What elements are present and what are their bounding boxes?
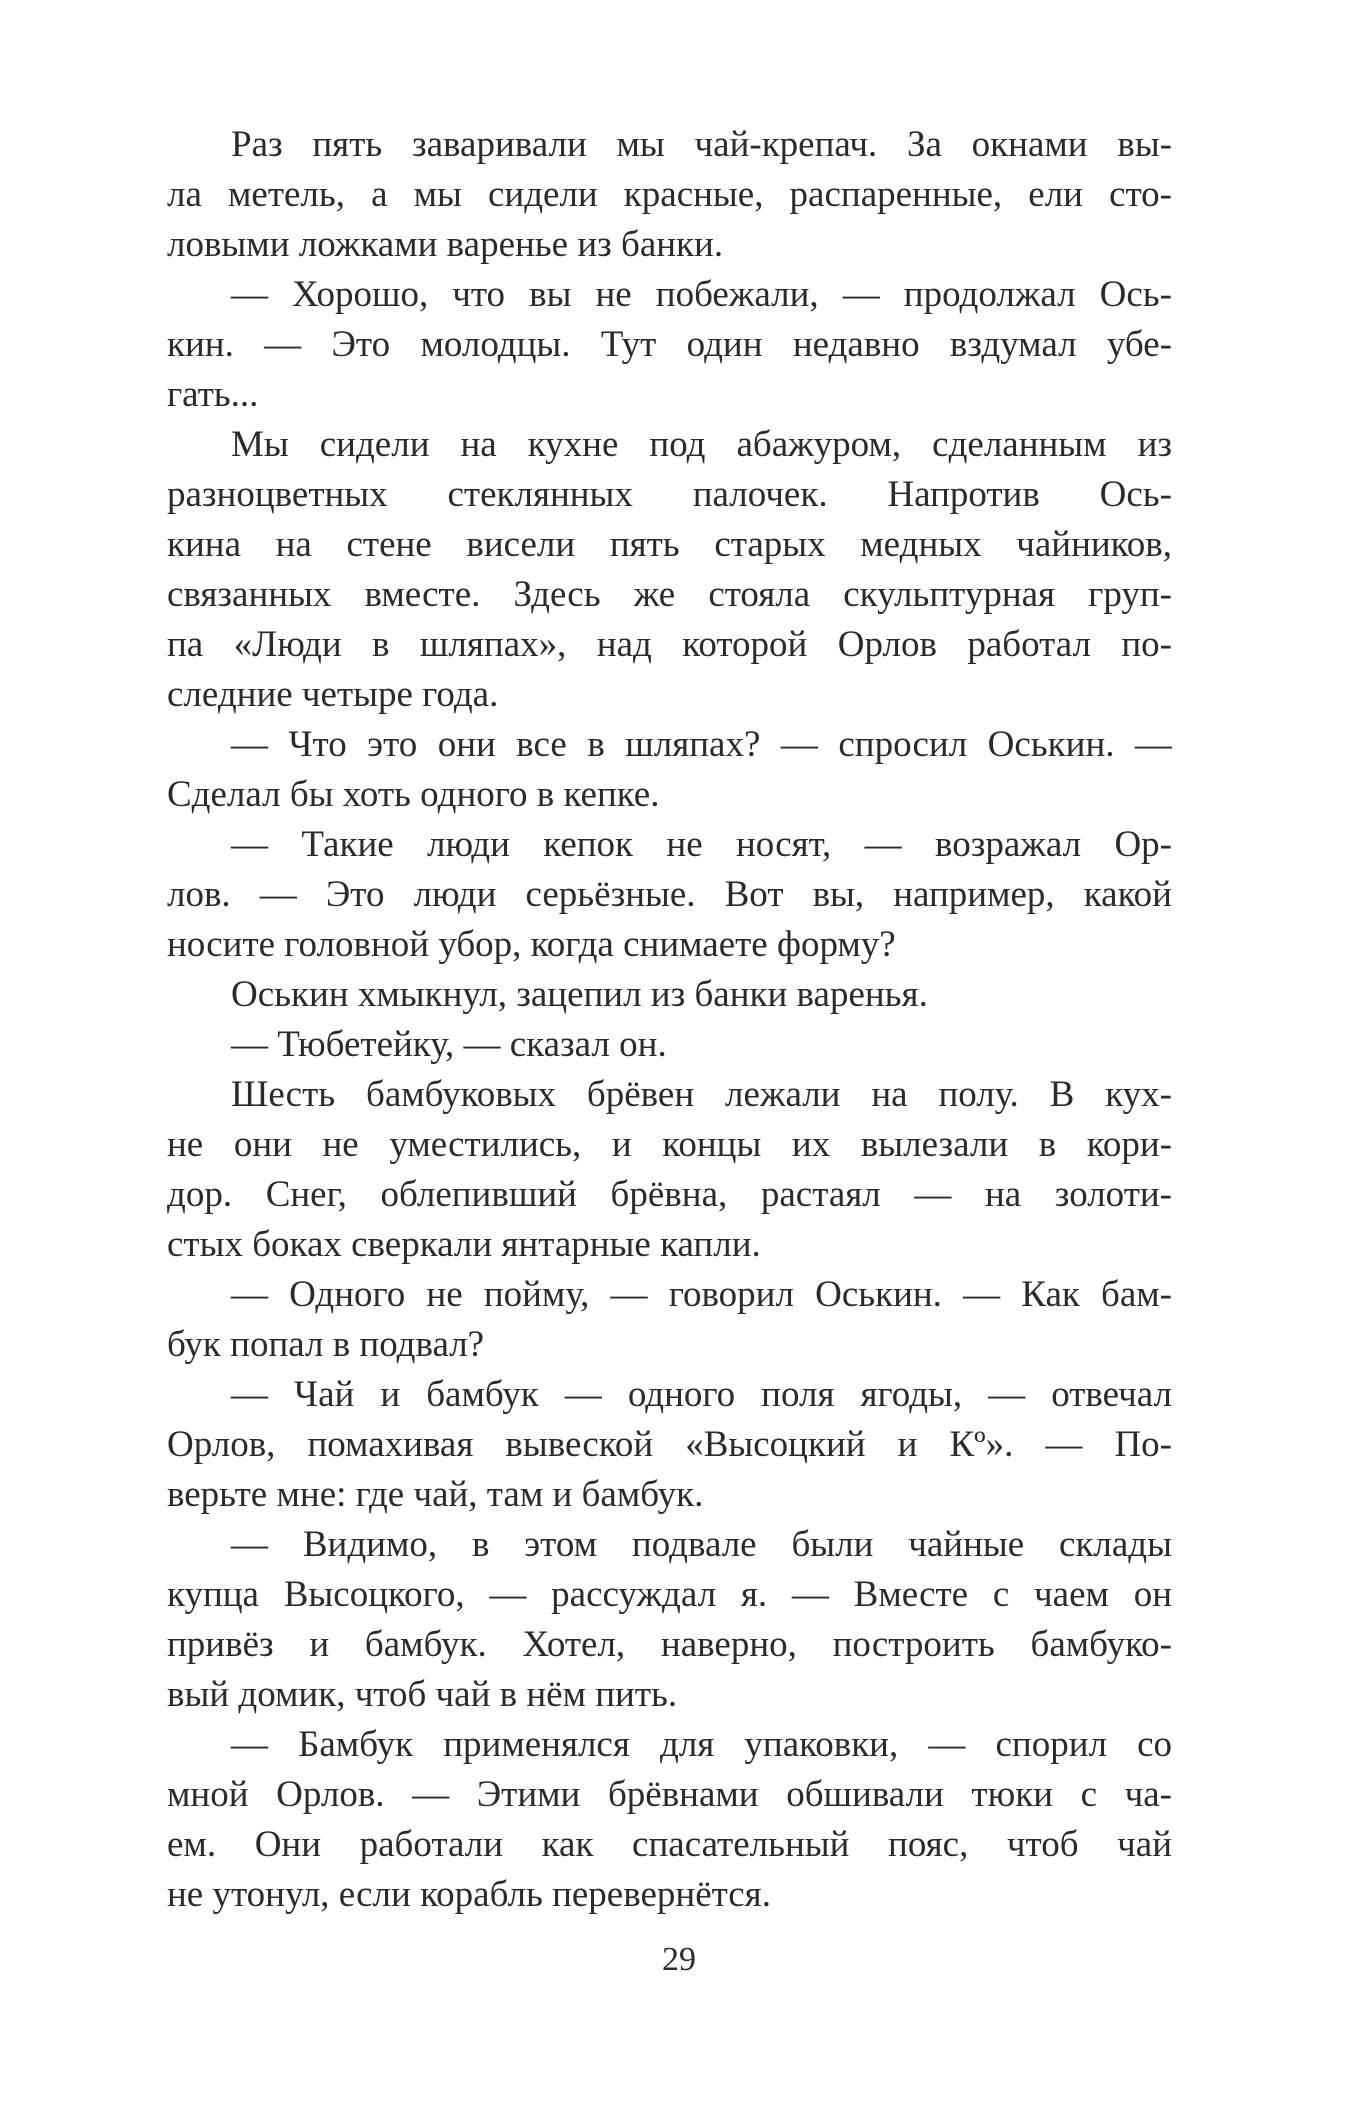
text-line: кин. — Это молодцы. Тут один недавно вздумал убе- xyxy=(167,324,1172,365)
text-line: ем. Они работали как спасательный пояс, чтоб чай xyxy=(167,1824,1172,1865)
text-line: не утонул, если корабль перевернётся. xyxy=(167,1874,771,1915)
text-line: мной Орлов. — Этими брёвнами обшивали тюки с ча- xyxy=(167,1774,1172,1815)
text-line: верьте мне: где чай, там и бамбук. xyxy=(167,1474,704,1515)
text-line: стых боках сверкали янтарные капли. xyxy=(167,1224,761,1265)
text-line: Мы сидели на кухне под абажуром, сделанным из xyxy=(231,424,1172,465)
text-line: Оськин хмыкнул, зацепил из банки варенья. xyxy=(231,974,928,1015)
text-line: привёз и бамбук. Хотел, наверно, построить бамбуко- xyxy=(167,1624,1172,1665)
page-number: 29 xyxy=(662,1941,696,1978)
text-line: связанных вместе. Здесь же стояла скульптурная груп- xyxy=(167,574,1172,615)
text-line: — Одного не пойму, — говорил Оськин. — Как бам- xyxy=(231,1274,1172,1315)
text-line: — Хорошо, что вы не побежали, — продолжал Ось- xyxy=(231,274,1172,315)
text-line: — Бамбук применялся для упаковки, — спорил со xyxy=(231,1724,1172,1765)
text-line: кина на стене висели пять старых медных чайников, xyxy=(167,524,1172,565)
text-line: — Чай и бамбук — одного поля ягоды, — отвечал xyxy=(231,1374,1172,1415)
text-line: следние четыре года. xyxy=(167,674,499,715)
text-line: Орлов, помахивая вывеской «Высоцкий и Кº». — По- xyxy=(167,1424,1172,1465)
text-line: разноцветных стеклянных палочек. Напротив Ось- xyxy=(167,474,1172,515)
text-line: — Тюбетейку, — сказал он. xyxy=(231,1024,667,1065)
text-line: — Такие люди кепок не носят, — возражал Ор- xyxy=(231,824,1172,865)
text-line: купца Высоцкого, — рассуждал я. — Вместе с чаем он xyxy=(167,1574,1172,1615)
text-line: вый домик, чтоб чай в нём пить. xyxy=(167,1674,678,1715)
text-line: лов. — Это люди серьёзные. Вот вы, например, какой xyxy=(167,874,1172,915)
text-line: носите головной убор, когда снимаете форму? xyxy=(167,924,896,965)
text-line: не они не уместились, и концы их вылезали в кори- xyxy=(167,1124,1172,1165)
text-line: гать... xyxy=(167,374,259,415)
text-line: дор. Снег, облепивший брёвна, растаял — на золоти- xyxy=(167,1174,1172,1215)
body-text xyxy=(167,120,1172,1920)
text-line: ловыми ложками варенье из банки. xyxy=(167,224,724,265)
text-line: бук попал в подвал? xyxy=(167,1324,485,1365)
text-line: Сделал бы хоть одного в кепке. xyxy=(167,774,660,815)
text-line: па «Люди в шляпах», над которой Орлов работал по- xyxy=(167,624,1172,665)
text-line: — Видимо, в этом подвале были чайные склады xyxy=(231,1524,1172,1565)
text-line: Шесть бамбуковых брёвен лежали на полу. В кух- xyxy=(231,1074,1172,1115)
text-line: — Что это они все в шляпах? — спросил Оськин. — xyxy=(231,724,1172,765)
text-line: ла метель, а мы сидели красные, распаренные, ели сто- xyxy=(167,174,1172,215)
text-line: Раз пять заваривали мы чай-крепач. За окнами вы- xyxy=(231,124,1172,165)
